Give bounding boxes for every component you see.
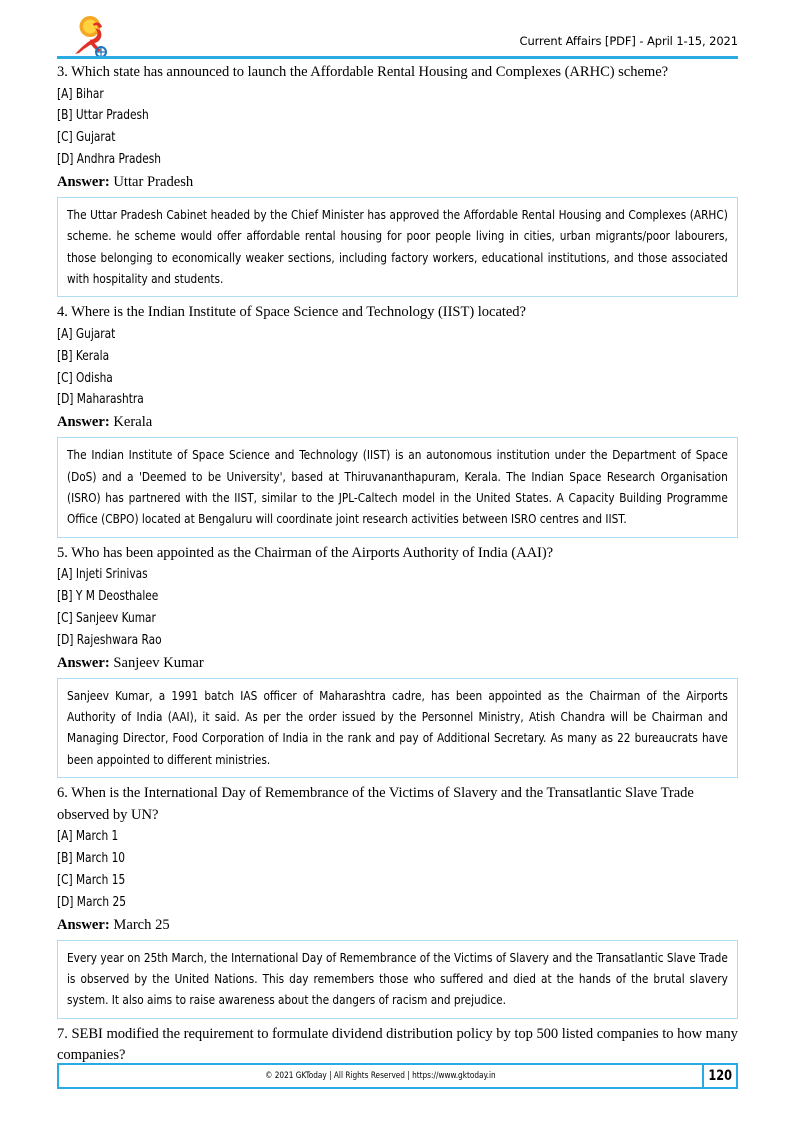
question-block: [57, 62, 738, 297]
explanation-text: The Uttar Pradesh Cabinet headed by the Chief Minister has approved the Affordable Rental Housing and Complexes (ARHC) scheme. he scheme would offer affordable rental housing for poor people living in cities, urban migrants/poor labourers, those belonging to economically weaker sections, including factory workers, educational institutions, and those associated with hospitality and students.: [67, 206, 728, 286]
explanation-text: The Indian Institute of Space Science and Technology (IIST) is an autonomous institution under the Department of Space (DoS) and a 'Deemed to be University', based at Thiruvananthapuram, Kerala. The Indian Space Research Organisation (ISRO) has partnered with the IIST, similar to the JPL-Caltech model in the United States. A Capacity Building Programme Office (CBPO) located at Bengaluru will coordinate joint research activities between ISRO centres and IIST.: [67, 447, 728, 527]
answer-line: [57, 411, 738, 433]
answer-value: March 25: [113, 916, 170, 933]
option-c[interactable]: [C] Gujarat: [57, 130, 116, 146]
explanation-box: [57, 197, 738, 298]
explanation-box: [57, 437, 738, 538]
questions-container: [57, 62, 738, 1067]
answer-value: Sanjeev Kumar: [113, 654, 204, 671]
answer-line: [57, 914, 738, 936]
option-b[interactable]: [B] Y M Deosthalee: [57, 589, 159, 605]
option-b[interactable]: [B] March 10: [57, 851, 126, 867]
question-block: [57, 1024, 738, 1067]
page-number: 120: [708, 1068, 732, 1084]
header-divider: [57, 56, 738, 59]
header-title: Current Affairs [PDF] - April 1-15, 2021: [519, 34, 738, 48]
page-footer: [57, 1063, 738, 1089]
gktoday-logo-icon: [68, 14, 114, 58]
question-block: [57, 302, 738, 537]
answer-label: Answer:: [57, 916, 110, 933]
answer-line: [57, 652, 738, 674]
footer-copyright-text: © 2021 GKToday | All Rights Reserved | https://www.gktoday.in: [265, 1071, 496, 1081]
option-d[interactable]: [D] March 25: [57, 894, 126, 910]
option-c[interactable]: [C] Sanjeev Kumar: [57, 611, 156, 626]
explanation-box: [57, 678, 738, 779]
answer-value: Uttar Pradesh: [113, 173, 194, 190]
option-d[interactable]: [D] Andhra Pradesh: [57, 151, 161, 167]
option-b[interactable]: [B] Kerala: [57, 348, 110, 364]
option-b[interactable]: [B] Uttar Pradesh: [57, 108, 149, 124]
option-a[interactable]: [A] Injeti Srinivas: [57, 567, 148, 583]
answer-label: Answer:: [57, 414, 110, 431]
answer-label: Answer:: [57, 654, 110, 671]
question-text: 3. Which state has announced to launch the Affordable Rental Housing and Complexes (ARHC) scheme?: [57, 64, 669, 80]
explanation-text: Sanjeev Kumar, a 1991 batch IAS officer of Maharashtra cadre, has been appointed as the Chairman of the Airports Authority of India (AAI), it said. As per the order issued by the Personnel Ministry, Atish Chandra will be Chairman and Managing Director, Food Corporation of India in the rank and pay of Additional Secretary. As many as 22 bureaucrats have been appointed to different ministries.: [67, 687, 728, 767]
answer-value: Kerala: [113, 414, 153, 431]
footer-copyright-box: [57, 1063, 704, 1089]
page-header: [57, 14, 738, 58]
question-text: 4. Where is the Indian Institute of Space Science and Technology (IIST) located?: [57, 304, 526, 321]
option-a[interactable]: [A] Gujarat: [57, 327, 116, 342]
option-a[interactable]: [A] March 1: [57, 829, 119, 845]
explanation-box: [57, 940, 738, 1019]
option-a[interactable]: [A] Bihar: [57, 86, 104, 102]
option-d[interactable]: [D] Rajeshwara Rao: [57, 632, 162, 648]
footer-page-number-box: [704, 1063, 738, 1089]
option-d[interactable]: [D] Maharashtra: [57, 392, 144, 408]
question-block: [57, 543, 738, 778]
explanation-text: Every year on 25th March, the International Day of Remembrance of the Victims of Slavery and the Transatlantic Slave Trade is observed by the United Nations. This day remembers those who suffered and died at the hands of the brutal slavery system. It also aims to raise awareness about the dangers of racism and prejudice.: [67, 949, 728, 1008]
question-text: 5. Who has been appointed as the Chairman of the Airports Authority of India (AAI)?: [57, 544, 554, 561]
option-c[interactable]: [C] Odisha: [57, 370, 113, 386]
question-text: 6. When is the International Day of Remembrance of the Victims of Slavery and the Transatlantic Slave Trade observed by UN?: [57, 785, 694, 823]
answer-line: [57, 171, 738, 193]
question-text: 7. SEBI modified the requirement to formulate dividend distribution policy by top 500 listed companies to how many companies?: [57, 1025, 738, 1064]
answer-label: Answer:: [57, 173, 110, 190]
option-c[interactable]: [C] March 15: [57, 873, 126, 888]
question-block: [57, 783, 738, 1019]
